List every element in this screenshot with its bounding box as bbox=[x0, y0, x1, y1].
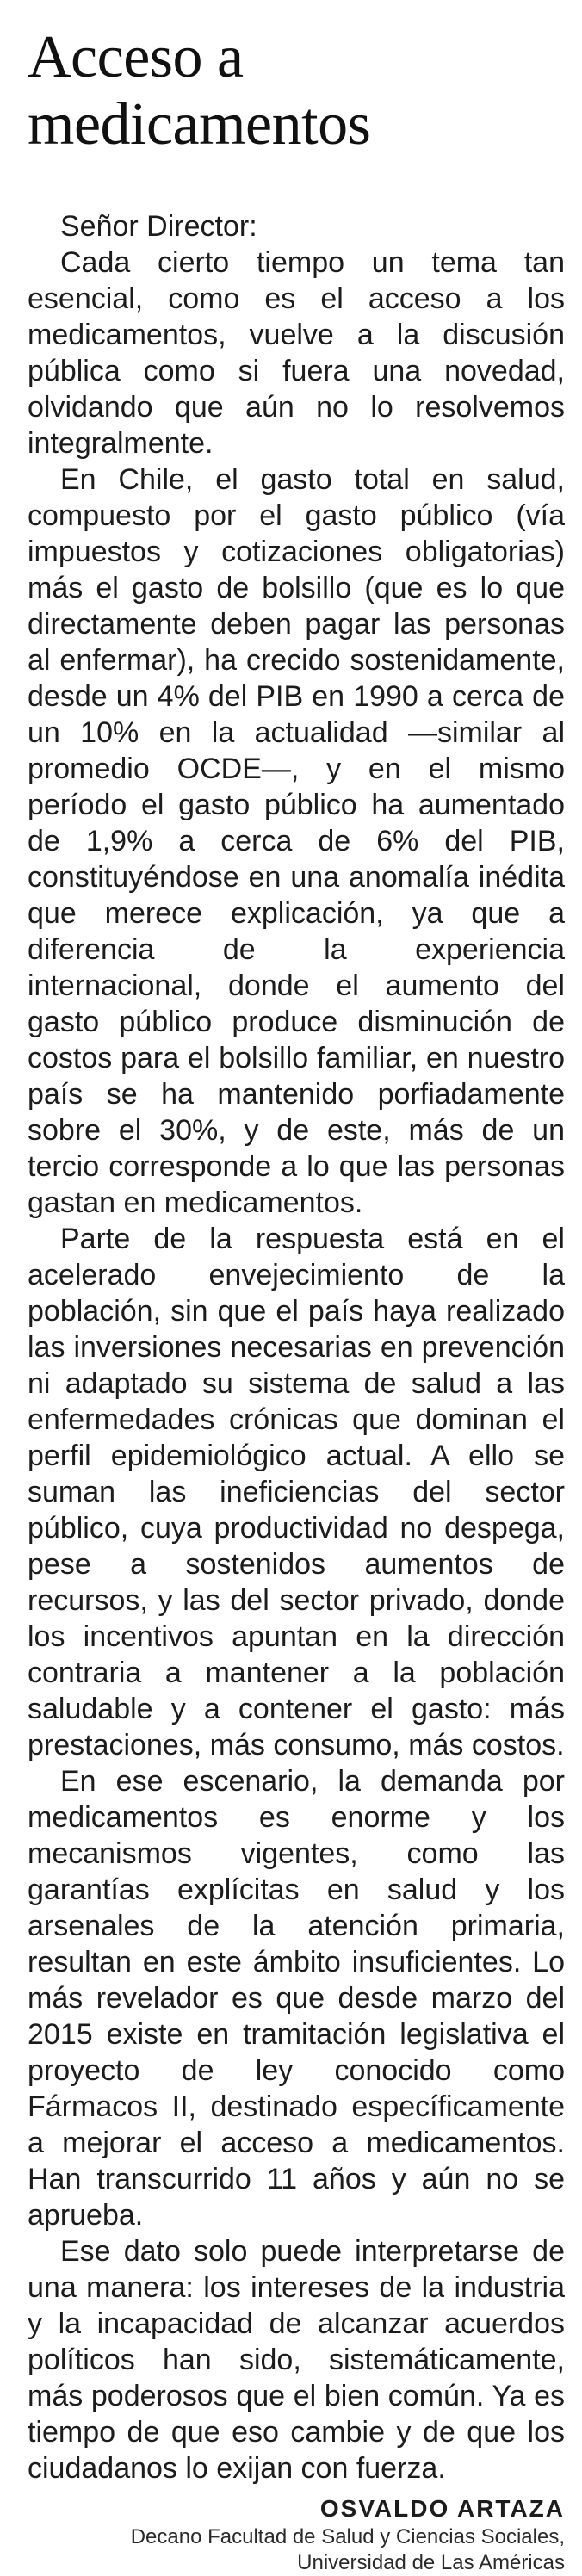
letter bbox=[28, 24, 565, 2576]
paragraph-4: En ese escenario, la demanda por medicamentos es enorme y los mecanismos vigentes, como las garantías explícitas en salud y los arsenales de la atención primaria, resultan en este ámbito insuficientes. Lo más revelador es que desde marzo del 2015 existe en tramitación legislativa el proyecto de ley conocido como Fármacos II, destinado específicamente a mejorar el acceso a medicamentos. Han transcurrido 11 años y aún no se aprueba. bbox=[28, 1765, 565, 2232]
paragraph-1: Cada cierto tiempo un tema tan esencial, como es el acceso a los medicamentos, vuelve a la discusión pública como si fuera una novedad, olvidando que aún no lo resolvemos integralmente. bbox=[28, 246, 565, 460]
paragraph-2: En Chile, el gasto total en salud, compuesto por el gasto público (vía impuestos y cotizaciones obligatorias) más el gasto de bolsillo (que es lo que directamente deben pagar las personas al enfermar), ha crecido sostenidamente, desde un 4% del PIB en 1990 a cerca de un 10% en la actualidad —similar al promedio OCDE—, y en el mismo período el gasto público ha aumentado de 1,9% a cerca de 6% del PIB, constituyéndose en una anomalía inédita que merece explicación, ya que a diferencia de la experiencia internacional, donde el aumento del gasto público produce disminución de costos para el bolsillo familiar, en nuestro país se ha mantenido porfiadamente sobre el 30%, y de este, más de un tercio corresponde a lo que las personas gastan en medicamentos. bbox=[28, 463, 565, 1219]
author-role-line-1: Decano Facultad de Salud y Ciencias Sociales, bbox=[130, 2525, 565, 2548]
letter-body bbox=[28, 208, 565, 2486]
salutation: Señor Director: bbox=[60, 210, 257, 243]
author-name: OSVALDO ARTAZA bbox=[319, 2495, 565, 2522]
paragraph-3: Parte de la respuesta está en el acelerado envejecimiento de la población, sin que el país haya realizado las inversiones necesarias en prevención ni adaptado su sistema de salud a las enfermedades crónicas que dominan el perfil epidemiológico actual. A ello se suman las ineficiencias del sector público, cuya productividad no despega, pese a sostenidos aumentos de recursos, y las del sector privado, donde los incentivos apuntan en la dirección contraria a mantener a la población saludable y a contener el gasto: más prestaciones, más consumo, más costos. bbox=[28, 1223, 565, 1762]
letter-title: Acceso a medicamentos bbox=[28, 24, 371, 158]
signature bbox=[28, 2493, 565, 2576]
paragraph-5: Ese dato solo puede interpretarse de una manera: los intereses de la industria y la incapacidad de alcanzar acuerdos políticos han sido, sistemáticamente, más poderosos que el bien común. Ya es tiempo de que eso cambie y de que los ciudadanos lo exijan con fuerza. bbox=[28, 2235, 565, 2485]
author-role-line-2: Universidad de Las Américas bbox=[297, 2551, 565, 2574]
